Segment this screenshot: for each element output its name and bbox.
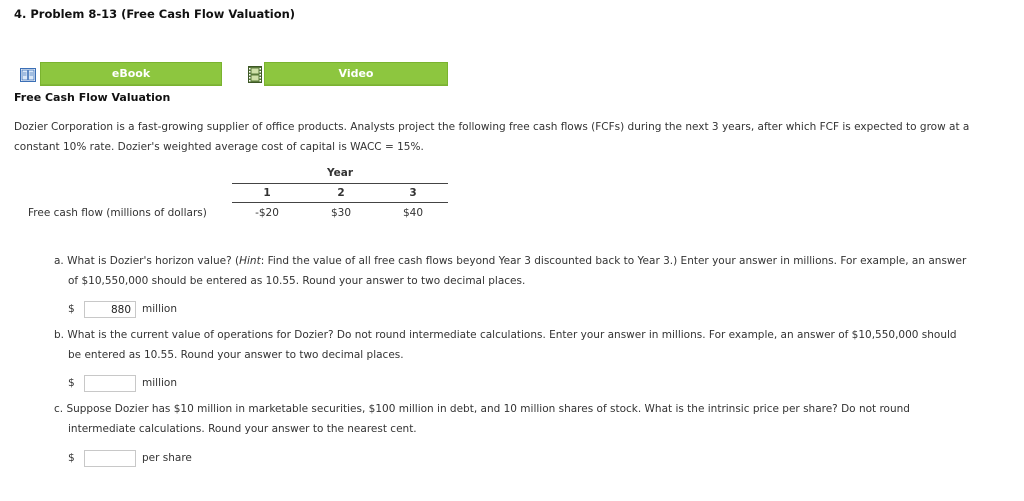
question-a-hint: Hint xyxy=(239,255,261,267)
answer-a-input[interactable] xyxy=(84,301,136,318)
table-header-rule xyxy=(232,183,448,184)
table-row-rule xyxy=(232,202,448,203)
question-a-text-pre: a. What is Dozier's horizon value? ( xyxy=(54,255,240,267)
answer-b-input[interactable] xyxy=(84,375,136,392)
answer-b-unit: million xyxy=(142,377,177,389)
question-a-line-1 xyxy=(54,252,1014,272)
question-b xyxy=(54,326,1014,365)
intro-line-1: Dozier Corporation is a fast-growing supplier of office products. Analysts project the following free cash flows (FCFs) during the next 3 years, after which FCF is expected to grow at a xyxy=(14,121,970,133)
question-a-line-2: of $10,550,000 should be entered as 10.55. Round your answer to two decimal places. xyxy=(68,274,526,287)
video-button[interactable]: Video xyxy=(264,62,448,86)
table-year-3: 3 xyxy=(409,187,417,199)
question-c-line-2: intermediate calculations. Round your answer to the nearest cent. xyxy=(68,422,417,435)
question-a-text-post: : Find the value of all free cash flows beyond Year 3 discounted back to Year 3.) Enter your answer in millions. For example, an answer xyxy=(260,255,967,267)
intro-line-2: constant 10% rate. Dozier's weighted average cost of capital is WACC = 15%. xyxy=(14,140,424,153)
question-b-line-2: be entered as 10.55. Round your answer to two decimal places. xyxy=(68,348,404,361)
answer-c-unit: per share xyxy=(142,452,192,464)
table-year-1: 1 xyxy=(263,187,271,199)
question-b-line-1: b. What is the current value of operations for Dozier? Do not round intermediate calculations. Enter your answer in millions. For example, an answer of $10,550,000 should xyxy=(54,329,957,341)
table-group-header: Year xyxy=(326,167,354,179)
intro-paragraph xyxy=(14,118,1019,157)
table-year-2: 2 xyxy=(337,187,345,199)
book-icon[interactable] xyxy=(20,67,36,83)
film-icon[interactable] xyxy=(248,66,264,82)
section-title: Free Cash Flow Valuation xyxy=(14,91,171,104)
answer-b-currency: $ xyxy=(68,377,75,389)
answer-c-currency: $ xyxy=(68,452,75,464)
table-value-1: -$20 xyxy=(255,207,279,219)
question-a xyxy=(54,252,1014,291)
question-c xyxy=(54,400,1014,439)
table-value-3: $40 xyxy=(402,207,424,219)
answer-c-input[interactable] xyxy=(84,450,136,467)
answer-a-currency: $ xyxy=(68,303,75,315)
ebook-button[interactable]: eBook xyxy=(40,62,222,86)
question-c-line-1: c. Suppose Dozier has $10 million in marketable securities, $100 million in debt, and 10 million shares of stock. What is the intrinsic price per share? Do not round xyxy=(54,403,910,415)
answer-a-unit: million xyxy=(142,303,177,315)
table-row-label: Free cash flow (millions of dollars) xyxy=(28,207,207,219)
table-value-2: $30 xyxy=(330,207,352,219)
problem-title: 4. Problem 8-13 (Free Cash Flow Valuation) xyxy=(14,7,296,21)
